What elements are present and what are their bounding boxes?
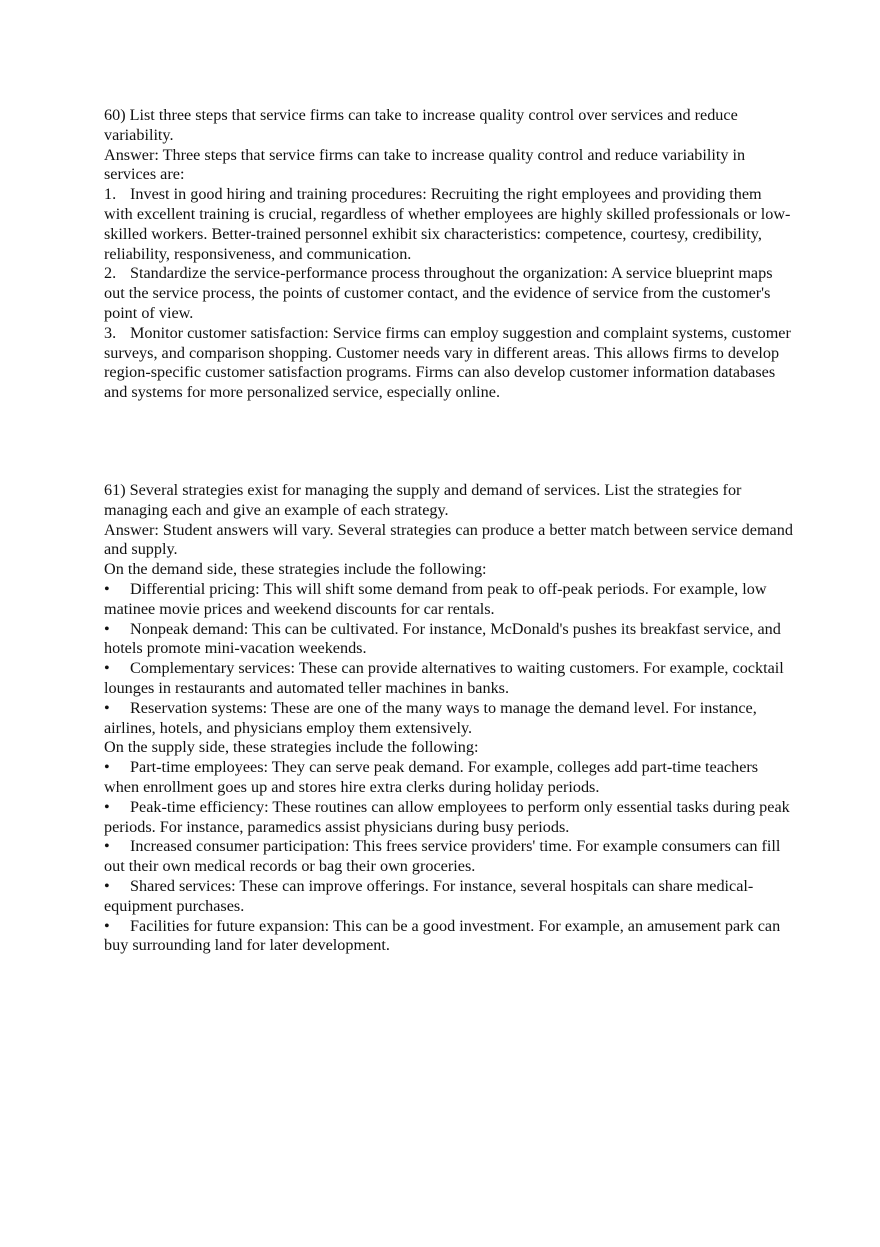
list-item — [104, 758, 794, 798]
list-item-text: Nonpeak demand: This can be cultivated. For instance, McDonald's pushes its breakfast service, and hotels promote mini-vacation weekends. — [104, 619, 781, 658]
list-item — [104, 580, 794, 620]
bullet-icon: • — [104, 698, 110, 717]
step-item — [104, 324, 794, 403]
bullet-icon: • — [104, 659, 110, 678]
step-text: Monitor customer satisfaction: Service firms can employ suggestion and complaint systems, customer surveys, and comparison shopping. Customer needs vary in different areas. This allows firms to develop region-specific customer satisfaction programs. Firms can also develop customer information databases and systems for more personalized service, especially online. — [104, 323, 791, 402]
list-item-text: Part-time employees: They can serve peak demand. For example, colleges add part-time teachers when enrollment goes up and stores hire extra clerks during holiday periods. — [104, 758, 759, 796]
bullet-icon: • — [104, 837, 110, 856]
list-item — [104, 798, 794, 838]
step-number: 1. — [104, 185, 117, 204]
question-61-block — [104, 481, 794, 956]
demand-heading: On the demand side, these strategies include the following: — [104, 560, 487, 579]
list-item — [104, 877, 794, 917]
bullet-icon: • — [104, 619, 110, 638]
step-number: 3. — [104, 323, 117, 342]
list-item — [104, 837, 794, 877]
step-number: 2. — [104, 264, 117, 283]
list-item — [104, 699, 794, 739]
answer-60-intro: Answer: Three steps that service firms can take to increase quality control and reduce variability in services are: — [104, 145, 746, 184]
step-text: Invest in good hiring and training procedures: Recruiting the right employees and providing them with excellent training is crucial, regardless of whether employees are highly skilled professionals or low-skilled workers. Better-trained personnel exhibit six characteristics: competence, courtesy, credibility, reliability, responsiveness, and communication. — [104, 185, 791, 263]
list-item-text: Facilities for future expansion: This can be a good investment. For example, an amusement park can buy surrounding land for later development. — [104, 916, 781, 955]
list-item-text: Complementary services: These can provide alternatives to waiting customers. For example, cocktail lounges in restaurants and automated teller machines in banks. — [104, 659, 784, 697]
question-60-text: 60) List three steps that service firms can take to increase quality control over services and reduce variability. — [104, 106, 738, 144]
answer-61-intro: Answer: Student answers will vary. Several strategies can produce a better match between service demand and supply. — [104, 520, 793, 559]
list-item-text: Reservation systems: These are one of the many ways to manage the demand level. For instance, airlines, hotels, and physicians employ them extensively. — [104, 698, 757, 737]
step-item — [104, 185, 794, 264]
step-text: Standardize the service-performance process throughout the organization: A service blueprint maps out the service process, the points of customer contact, and the evidence of service from the customer's point of view. — [104, 264, 773, 322]
bullet-icon: • — [104, 797, 110, 816]
bullet-icon: • — [104, 758, 110, 777]
list-item — [104, 917, 794, 957]
list-item-text: Differential pricing: This will shift some demand from peak to off-peak periods. For example, low matinee movie prices and weekend discounts for car rentals. — [104, 579, 767, 618]
step-item — [104, 264, 794, 323]
list-item — [104, 659, 794, 699]
bullet-icon: • — [104, 579, 110, 598]
question-61-text: 61) Several strategies exist for managing the supply and demand of services. List the strategies for managing each and give an example of each strategy. — [104, 481, 742, 519]
bullet-icon: • — [104, 916, 110, 935]
bullet-icon: • — [104, 876, 110, 895]
list-item-text: Increased consumer participation: This frees service providers' time. For example consumers can fill out their own medical records or bag their own groceries. — [104, 837, 781, 876]
list-item-text: Shared services: These can improve offerings. For instance, several hospitals can share medical-equipment purchases. — [104, 876, 754, 915]
question-60-block — [104, 106, 794, 403]
list-item-text: Peak-time efficiency: These routines can allow employees to perform only essential tasks during peak periods. For instance, paramedics assist physicians during busy periods. — [104, 797, 790, 836]
supply-heading: On the supply side, these strategies include the following: — [104, 738, 479, 757]
list-item — [104, 620, 794, 660]
